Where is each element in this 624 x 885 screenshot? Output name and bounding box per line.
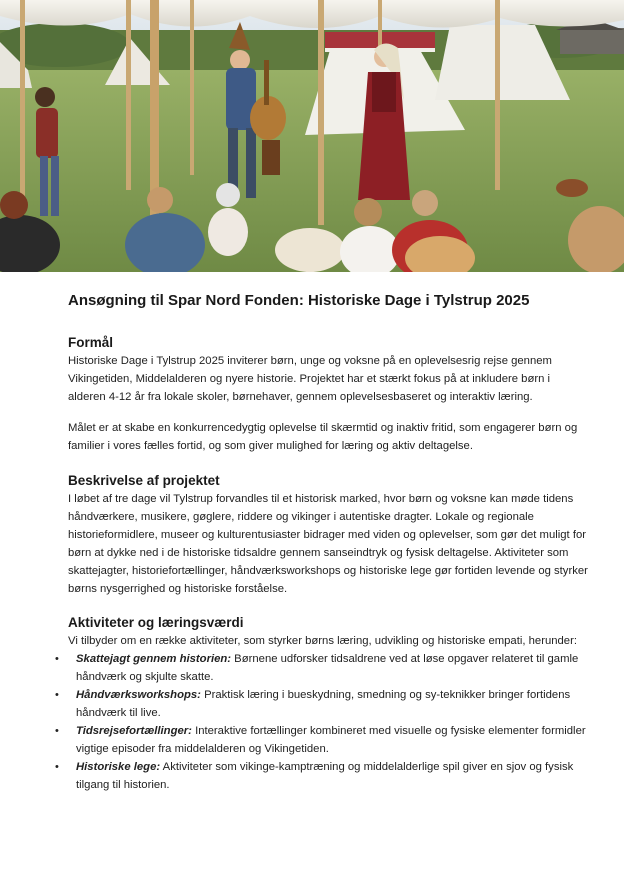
list-item: [55, 722, 588, 758]
activity-text: Interaktive fortællinger kombineret med visuelle og fysiske elementer formidler vigtige episoder fra middelalderen og Vikingetiden.: [76, 725, 586, 755]
bullet-icon: •: [55, 725, 59, 737]
paragraph: Vi tilbyder om en række aktiviteter, som styrker børns læring, udvikling og historiske empati, herunder:: [68, 635, 577, 647]
activity-term: Historiske lege:: [76, 761, 161, 773]
paragraph: I løbet af tre dage vil Tylstrup forvandles til et historisk marked, hvor børn og voksne kan møde tidens håndværkere, musikere, gøglere, riddere og vikinger i autentiske dragter. Lokale og regionale historieformidlere, museer og kulturentusiaster bidrager med viden og oplevelser, som gør det muligt for børn at dykke ned i de historiske tidsaldre gennem sanseindtryk og fysisk deltagelse. Aktiviteter som skattejagter, historiefortællinger, håndværksworkshops og historiske lege gør fortiden levende og styrker børns nysgerrighed og historiske forståelse.: [68, 493, 588, 595]
activity-text: Praktisk læring i bueskydning, smedning og sy-teknikker bringer fortidens håndværk til live.: [76, 689, 571, 719]
hero-photo: [0, 0, 624, 272]
activity-text: Aktiviteter som vikinge-kamptræning og middelalderlige spil giver en sjov og fysisk tilgang til historien.: [76, 761, 574, 791]
section-heading-aktiviteter: Aktiviteter og læringsværdi: [68, 615, 244, 630]
list-item: [55, 758, 588, 794]
activity-text: Børnene udforsker tidsaldrene ved at løse opgaver relateret til gamle håndværk og skjulte skatte.: [76, 653, 579, 683]
activity-list: [55, 650, 588, 794]
activity-term: Skattejagt gennem historien:: [76, 653, 232, 665]
list-item: [55, 686, 588, 722]
section-heading-formaal: Formål: [68, 335, 114, 350]
section-beskrivelse: [68, 472, 588, 598]
bullet-icon: •: [55, 761, 59, 773]
bullet-icon: •: [55, 689, 59, 701]
section-heading-beskrivelse: Beskrivelse af projektet: [68, 473, 220, 488]
bullet-icon: •: [55, 653, 59, 665]
paragraph: Målet er at skabe en konkurrencedygtig oplevelse til skærmtid og inaktiv fritid, som engagerer børn og familier i vores fælles fortid, og som giver mulighed for læring og aktiv deltagelse.: [68, 422, 578, 452]
activity-term: Håndværksworkshops:: [76, 689, 201, 701]
document-title: Ansøgning til Spar Nord Fonden: Historiske Dage i Tylstrup 2025: [68, 292, 530, 309]
activity-term: Tidsrejsefortællinger:: [76, 725, 192, 737]
medieval-market-illustration: [0, 0, 624, 272]
section-aktiviteter: [55, 614, 588, 794]
list-item: [55, 650, 588, 686]
section-formaal: [68, 334, 588, 455]
document-body: [55, 272, 588, 794]
paragraph: Historiske Dage i Tylstrup 2025 inviterer børn, unge og voksne på en oplevelsesrig rejse gennem Vikingetiden, Middelalderen og nyere historie. Projektet har et stærkt fokus på at inkludere børn i alderen 4-12 år fra lokale skoler, børnehaver, gennem oplevelsesbaseret og interaktiv læring.: [68, 355, 552, 403]
